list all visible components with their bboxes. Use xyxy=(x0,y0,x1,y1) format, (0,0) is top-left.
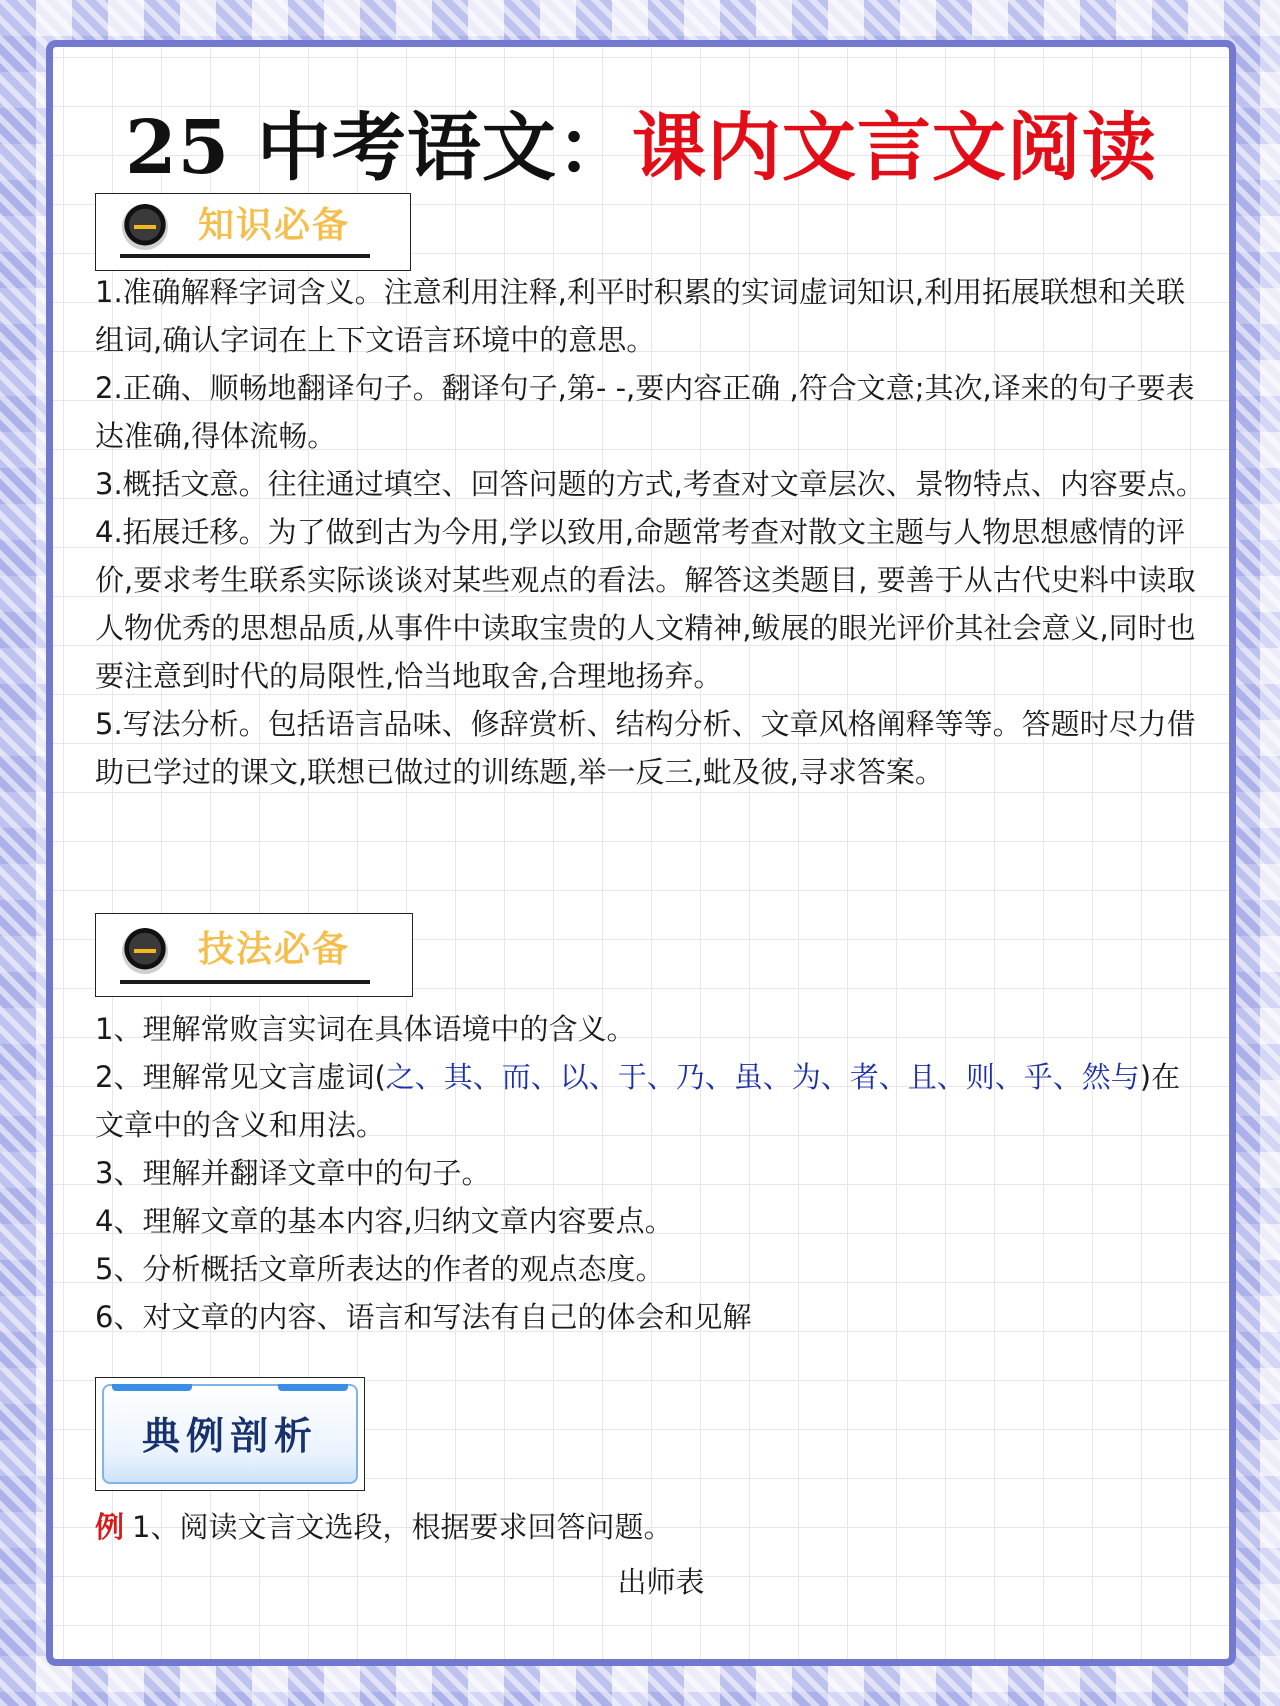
knowledge-item-4: 4.拓展迁移。为了做到古为今用,学以致用,命题常考查对散文主题与人物思想感情的评价,要求考生联系实际谈谈对某些观点的看法。解答这类题目, 要善于从古代史料中读取人物优秀的思想品质,从事件中读取宝贵的人文精神,鲅展的眼光评价其社会意义,同时也要注意到时代的局限性,恰当地取舍,合理地扬弃。 xyxy=(95,515,1196,693)
content-card xyxy=(46,40,1236,1666)
section-underline xyxy=(120,254,370,258)
section-badge-icon xyxy=(122,928,168,974)
page-title xyxy=(53,103,1229,193)
example-question xyxy=(95,1503,672,1551)
badge-tab-right xyxy=(278,1384,348,1391)
technique-item-3: 3、理解并翻译文章中的句子。 xyxy=(95,1156,491,1190)
section-label: 知识必备 xyxy=(198,205,351,246)
badge-tab-left xyxy=(112,1384,192,1391)
title-highlight: 课内文言文阅读 xyxy=(631,105,1157,191)
section-badge-icon xyxy=(122,204,168,250)
example-badge xyxy=(102,1384,358,1484)
knowledge-item-3: 3.概括文意。往往通过填空、回答问题的方式,考查对文章层次、景物特点、内容要点。 xyxy=(95,467,1205,501)
section-label: 技法必备 xyxy=(198,929,351,970)
technique-list xyxy=(95,1005,1205,1341)
example-marker: 例 xyxy=(95,1510,125,1544)
technique-item-2 xyxy=(95,1053,1205,1149)
knowledge-item-2: 2.正确、顺畅地翻译句子。翻译句子,第- -,要内容正确 ,符合文意;其次,译来的句子要表达准确,得体流畅。 xyxy=(95,371,1195,453)
section-underline xyxy=(120,980,370,984)
passage-title: 出师表 xyxy=(617,1565,705,1599)
knowledge-list xyxy=(95,268,1205,796)
technique-item-2-prefix: 2、理解常见文言虚词( xyxy=(95,1060,386,1094)
section-header-technique xyxy=(95,913,413,997)
knowledge-item-1: 1.准确解释字词含义。注意利用注释,利平时积累的实词虚词知识,利用拓展联想和关联组词,确认字词在上下文语言环境中的意思。 xyxy=(95,275,1186,357)
technique-item-5: 5、分析概括文章所表达的作者的观点态度。 xyxy=(95,1252,665,1286)
technique-item-2-suffix: )在文章中的含义和用法。 xyxy=(95,1060,1181,1142)
example-badge-label: 典例剖析 xyxy=(141,1414,318,1458)
knowledge-item-5: 5.写法分析。包括语言品味、修辞赏析、结构分析、文章风格阐释等等。答题时尽力借助已学过的课文,联想已做过的训练题,举一反三,蚍及彼,寻求答案。 xyxy=(95,707,1196,789)
example-header xyxy=(95,1377,365,1491)
section-header-knowledge xyxy=(95,193,411,271)
function-words-list: 之、其、而、以、于、乃、虽、为、者、且、则、乎、然与 xyxy=(385,1060,1140,1094)
technique-item-4: 4、理解文章的基本内容,归纳文章内容要点。 xyxy=(95,1204,674,1238)
technique-item-6: 6、对文章的内容、语言和写法有自己的体会和见解 xyxy=(95,1300,752,1334)
example-question-text: 1、阅读文言文选段，根据要求回答问题。 xyxy=(132,1510,673,1544)
title-prefix: 25 中考语文： xyxy=(125,105,632,191)
technique-item-1: 1、理解常败言实词在具体语境中的含义。 xyxy=(95,1012,636,1046)
